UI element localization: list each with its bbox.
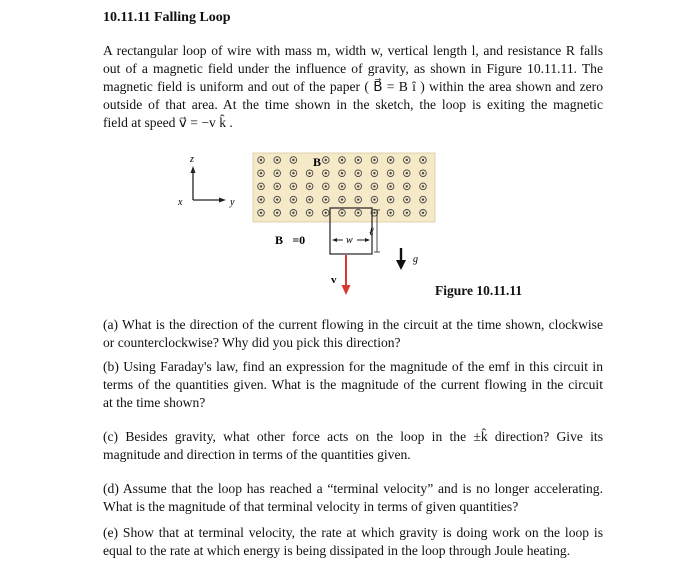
field-dot-center	[357, 159, 359, 161]
question-e	[103, 524, 603, 560]
field-dot-center	[260, 172, 262, 174]
axis-y-label: y	[230, 197, 235, 208]
question-line: (d) Assume that the loop has reached a “terminal velocity” and is no longer accelerating.	[103, 481, 603, 496]
field-dot-center	[341, 212, 343, 214]
field-dot-center	[325, 212, 327, 214]
field-dot-center	[276, 159, 278, 161]
field-dot-center	[325, 172, 327, 174]
field-dot-center	[292, 198, 294, 200]
section-title: 10.11.11 Falling Loop	[103, 10, 231, 25]
field-dot-center	[308, 198, 310, 200]
axis-y-arrowhead	[219, 198, 226, 203]
field-dot-center	[406, 159, 408, 161]
field-dot-center	[422, 198, 424, 200]
question-line: (a) What is the direction of the current flowing in the circuit at the time shown, clockwise	[103, 317, 603, 332]
field-dot-center	[292, 159, 294, 161]
field-dot-center	[422, 212, 424, 214]
field-dot-center	[292, 172, 294, 174]
field-dot-center	[406, 198, 408, 200]
field-dot-center	[292, 185, 294, 187]
intro-line: out of a magnetic field under the influence of gravity, as shown in Figure 10.11.11. The	[103, 61, 603, 76]
field-dot-center	[389, 198, 391, 200]
field-dot-center	[260, 185, 262, 187]
axis-z-label: z	[190, 154, 194, 165]
field-dot-center	[308, 185, 310, 187]
intro-line: A rectangular loop of wire with mass m, width w, vertical length l, and resistance R falls	[103, 43, 603, 58]
field-dot-center	[292, 212, 294, 214]
field-dot-center	[373, 198, 375, 200]
question-c	[103, 428, 603, 464]
question-line: (e) Show that at terminal velocity, the rate at which gravity is doing work on the loop is	[103, 525, 603, 540]
field-dot-center	[373, 185, 375, 187]
field-dot-center	[260, 212, 262, 214]
velocity-arrowhead	[342, 285, 351, 295]
question-line: (b) Using Faraday's law, find an expression for the magnitude of the emf in this circuit in	[103, 359, 603, 374]
field-dot-center	[422, 185, 424, 187]
field-dot-center	[406, 212, 408, 214]
field-dot-center	[406, 185, 408, 187]
field-dot-center	[341, 185, 343, 187]
field-dot-center	[373, 172, 375, 174]
width-label: w	[346, 235, 353, 246]
gravity-label: g	[413, 254, 418, 265]
field-dot-center	[357, 172, 359, 174]
zero-field-label: B⃗=0⃗	[275, 233, 315, 247]
field-dot-center	[308, 212, 310, 214]
field-dot-center	[308, 172, 310, 174]
field-label: B⃗	[313, 155, 331, 169]
width-arrowhead-right	[365, 238, 370, 242]
field-dot-center	[389, 159, 391, 161]
question-line: What is the magnitude of that terminal velocity in terms of given quantities?	[103, 499, 519, 514]
field-dot-center	[276, 172, 278, 174]
question-line: at the time shown?	[103, 395, 206, 410]
question-a	[103, 316, 603, 352]
field-dot-center	[325, 185, 327, 187]
field-dot-center	[422, 159, 424, 161]
figure-caption: Figure 10.11.11	[435, 283, 523, 298]
field-dot-center	[260, 159, 262, 161]
field-dot-center	[341, 159, 343, 161]
velocity-label: v⃗	[331, 274, 346, 286]
axis-x-label: x	[178, 197, 183, 208]
question-line: magnitude and direction in terms of the quantities given.	[103, 447, 411, 462]
question-d	[103, 480, 603, 516]
field-dot-center	[373, 159, 375, 161]
field-dot-center	[276, 212, 278, 214]
field-dot-center	[389, 185, 391, 187]
field-dot-center	[357, 185, 359, 187]
field-dot-center	[389, 212, 391, 214]
intro-line: magnetic field is uniform and out of the paper ( B⃗ = B î ) within the area shown and zero	[103, 79, 603, 94]
field-dot-center	[357, 212, 359, 214]
field-dot-center	[276, 185, 278, 187]
intro-line: field at speed v⃗ = −v k̂ .	[103, 115, 233, 130]
axis-z-arrowhead	[191, 166, 196, 173]
field-dot-center	[406, 172, 408, 174]
field-dot-center	[325, 198, 327, 200]
field-dot-center	[260, 198, 262, 200]
question-line: (c) Besides gravity, what other force acts on the loop in the ±k̂ direction? Give its	[103, 429, 603, 444]
field-dot-center	[389, 172, 391, 174]
length-label: ℓ	[369, 226, 374, 238]
width-arrowhead-left	[332, 238, 337, 242]
field-dot-center	[341, 172, 343, 174]
question-line: equal to the rate at which energy is being dissipated in the loop through Joule heating.	[103, 543, 571, 558]
intro-line: outside of that area. At the time shown in the sketch, the loop is exiting the magnetic	[103, 97, 603, 112]
gravity-arrowhead	[396, 260, 406, 270]
question-b	[103, 358, 603, 412]
field-dot-center	[422, 172, 424, 174]
field-dot-center	[276, 198, 278, 200]
field-dot-center	[373, 212, 375, 214]
question-line: or counterclockwise? Why did you pick this direction?	[103, 335, 401, 350]
question-line: terms of the quantities given. What is the magnitude of the current flowing in the circuit	[103, 377, 603, 392]
field-dot-center	[357, 198, 359, 200]
field-dot-center	[341, 198, 343, 200]
